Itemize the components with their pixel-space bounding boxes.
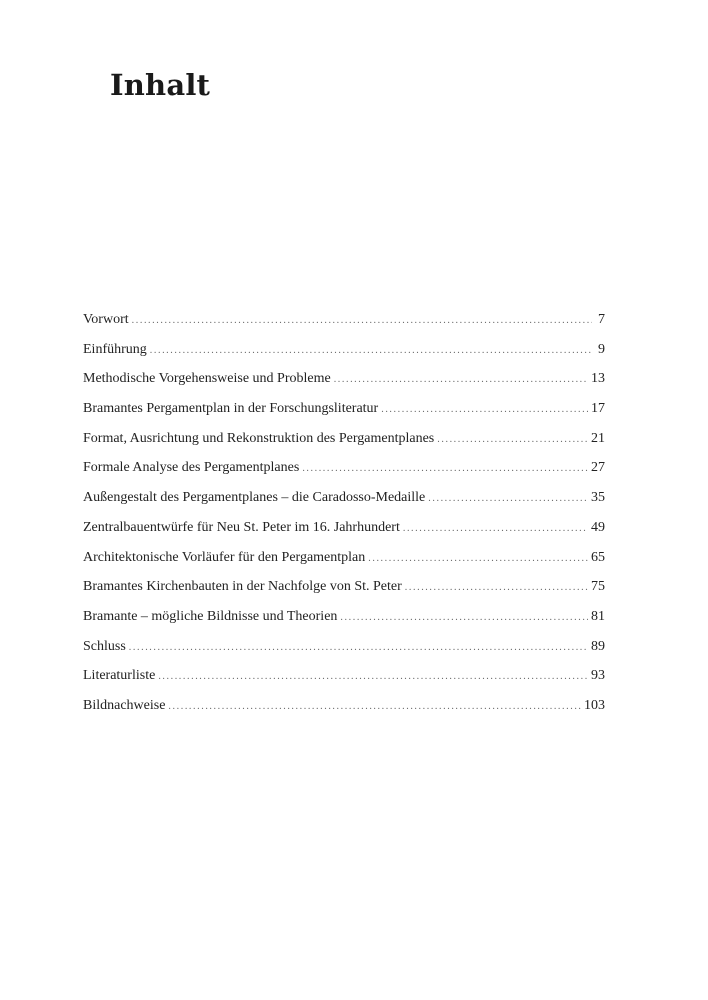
toc-entry-page: 103 [584, 697, 605, 713]
toc-entry-label: Bramante – mögliche Bildnisse und Theorien [83, 608, 338, 624]
toc-entry [83, 342, 605, 372]
toc-dot-leader [403, 523, 588, 534]
toc-entry [83, 431, 605, 461]
toc-dot-leader [428, 493, 588, 504]
toc-entry-label: Zentralbauentwürfe für Neu St. Peter im 16. Jahrhundert [83, 519, 400, 535]
table-of-contents [83, 312, 605, 728]
page-title: Inhalt [110, 68, 211, 102]
toc-dot-leader [368, 553, 588, 564]
toc-dot-leader [334, 374, 588, 385]
toc-entry-page: 81 [591, 608, 605, 624]
toc-entry-page: 35 [591, 490, 605, 506]
toc-entry [83, 490, 605, 520]
toc-entry-page: 27 [591, 460, 605, 476]
toc-dot-leader [168, 701, 581, 712]
toc-entry [83, 460, 605, 490]
toc-entry-label: Literaturliste [83, 668, 156, 684]
toc-entry-label: Methodische Vorgehensweise und Probleme [83, 371, 331, 387]
toc-dot-leader [302, 463, 588, 474]
toc-entry-label: Schluss [83, 638, 126, 654]
toc-entry-label: Architektonische Vorläufer für den Pergamentplan [83, 549, 366, 565]
toc-entry-page: 21 [591, 430, 605, 446]
toc-entry [83, 668, 605, 698]
toc-entry [83, 639, 605, 669]
toc-entry [83, 609, 605, 639]
toc-dot-leader [158, 671, 588, 682]
toc-dot-leader [129, 642, 588, 653]
toc-entry [83, 312, 605, 342]
toc-entry [83, 401, 605, 431]
toc-dot-leader [150, 345, 592, 356]
toc-entry-label: Format, Ausrichtung und Rekonstruktion des Pergamentplanes [83, 430, 435, 446]
toc-entry-label: Einführung [83, 341, 147, 357]
toc-entry-page: 89 [591, 638, 605, 654]
toc-dot-leader [381, 404, 588, 415]
toc-entry-page: 93 [591, 668, 605, 684]
toc-entry-label: Bramantes Kirchenbauten in der Nachfolge von St. Peter [83, 579, 402, 595]
toc-dot-leader [340, 612, 588, 623]
toc-entry-page: 75 [591, 579, 605, 595]
toc-dot-leader [405, 582, 588, 593]
toc-dot-leader [437, 434, 588, 445]
toc-entry-page: 13 [591, 371, 605, 387]
toc-entry-page: 17 [591, 401, 605, 417]
toc-entry [83, 371, 605, 401]
toc-entry [83, 550, 605, 580]
toc-entry [83, 698, 605, 728]
toc-entry [83, 579, 605, 609]
toc-entry-label: Vorwort [83, 312, 129, 327]
toc-entry-label: Außengestalt des Pergamentplanes – die Caradosso-Medaille [83, 490, 426, 506]
toc-entry-page: 65 [591, 549, 605, 565]
toc-entry-label: Bildnachweise [83, 697, 166, 713]
toc-entry-label: Formale Analyse des Pergamentplanes [83, 460, 300, 476]
toc-entry [83, 520, 605, 550]
toc-entry-page: 9 [598, 341, 605, 357]
toc-dot-leader [132, 315, 592, 326]
toc-entry-label: Bramantes Pergamentplan in der Forschungsliteratur [83, 401, 379, 417]
toc-entry-page: 7 [598, 312, 605, 327]
toc-entry-page: 49 [591, 519, 605, 535]
